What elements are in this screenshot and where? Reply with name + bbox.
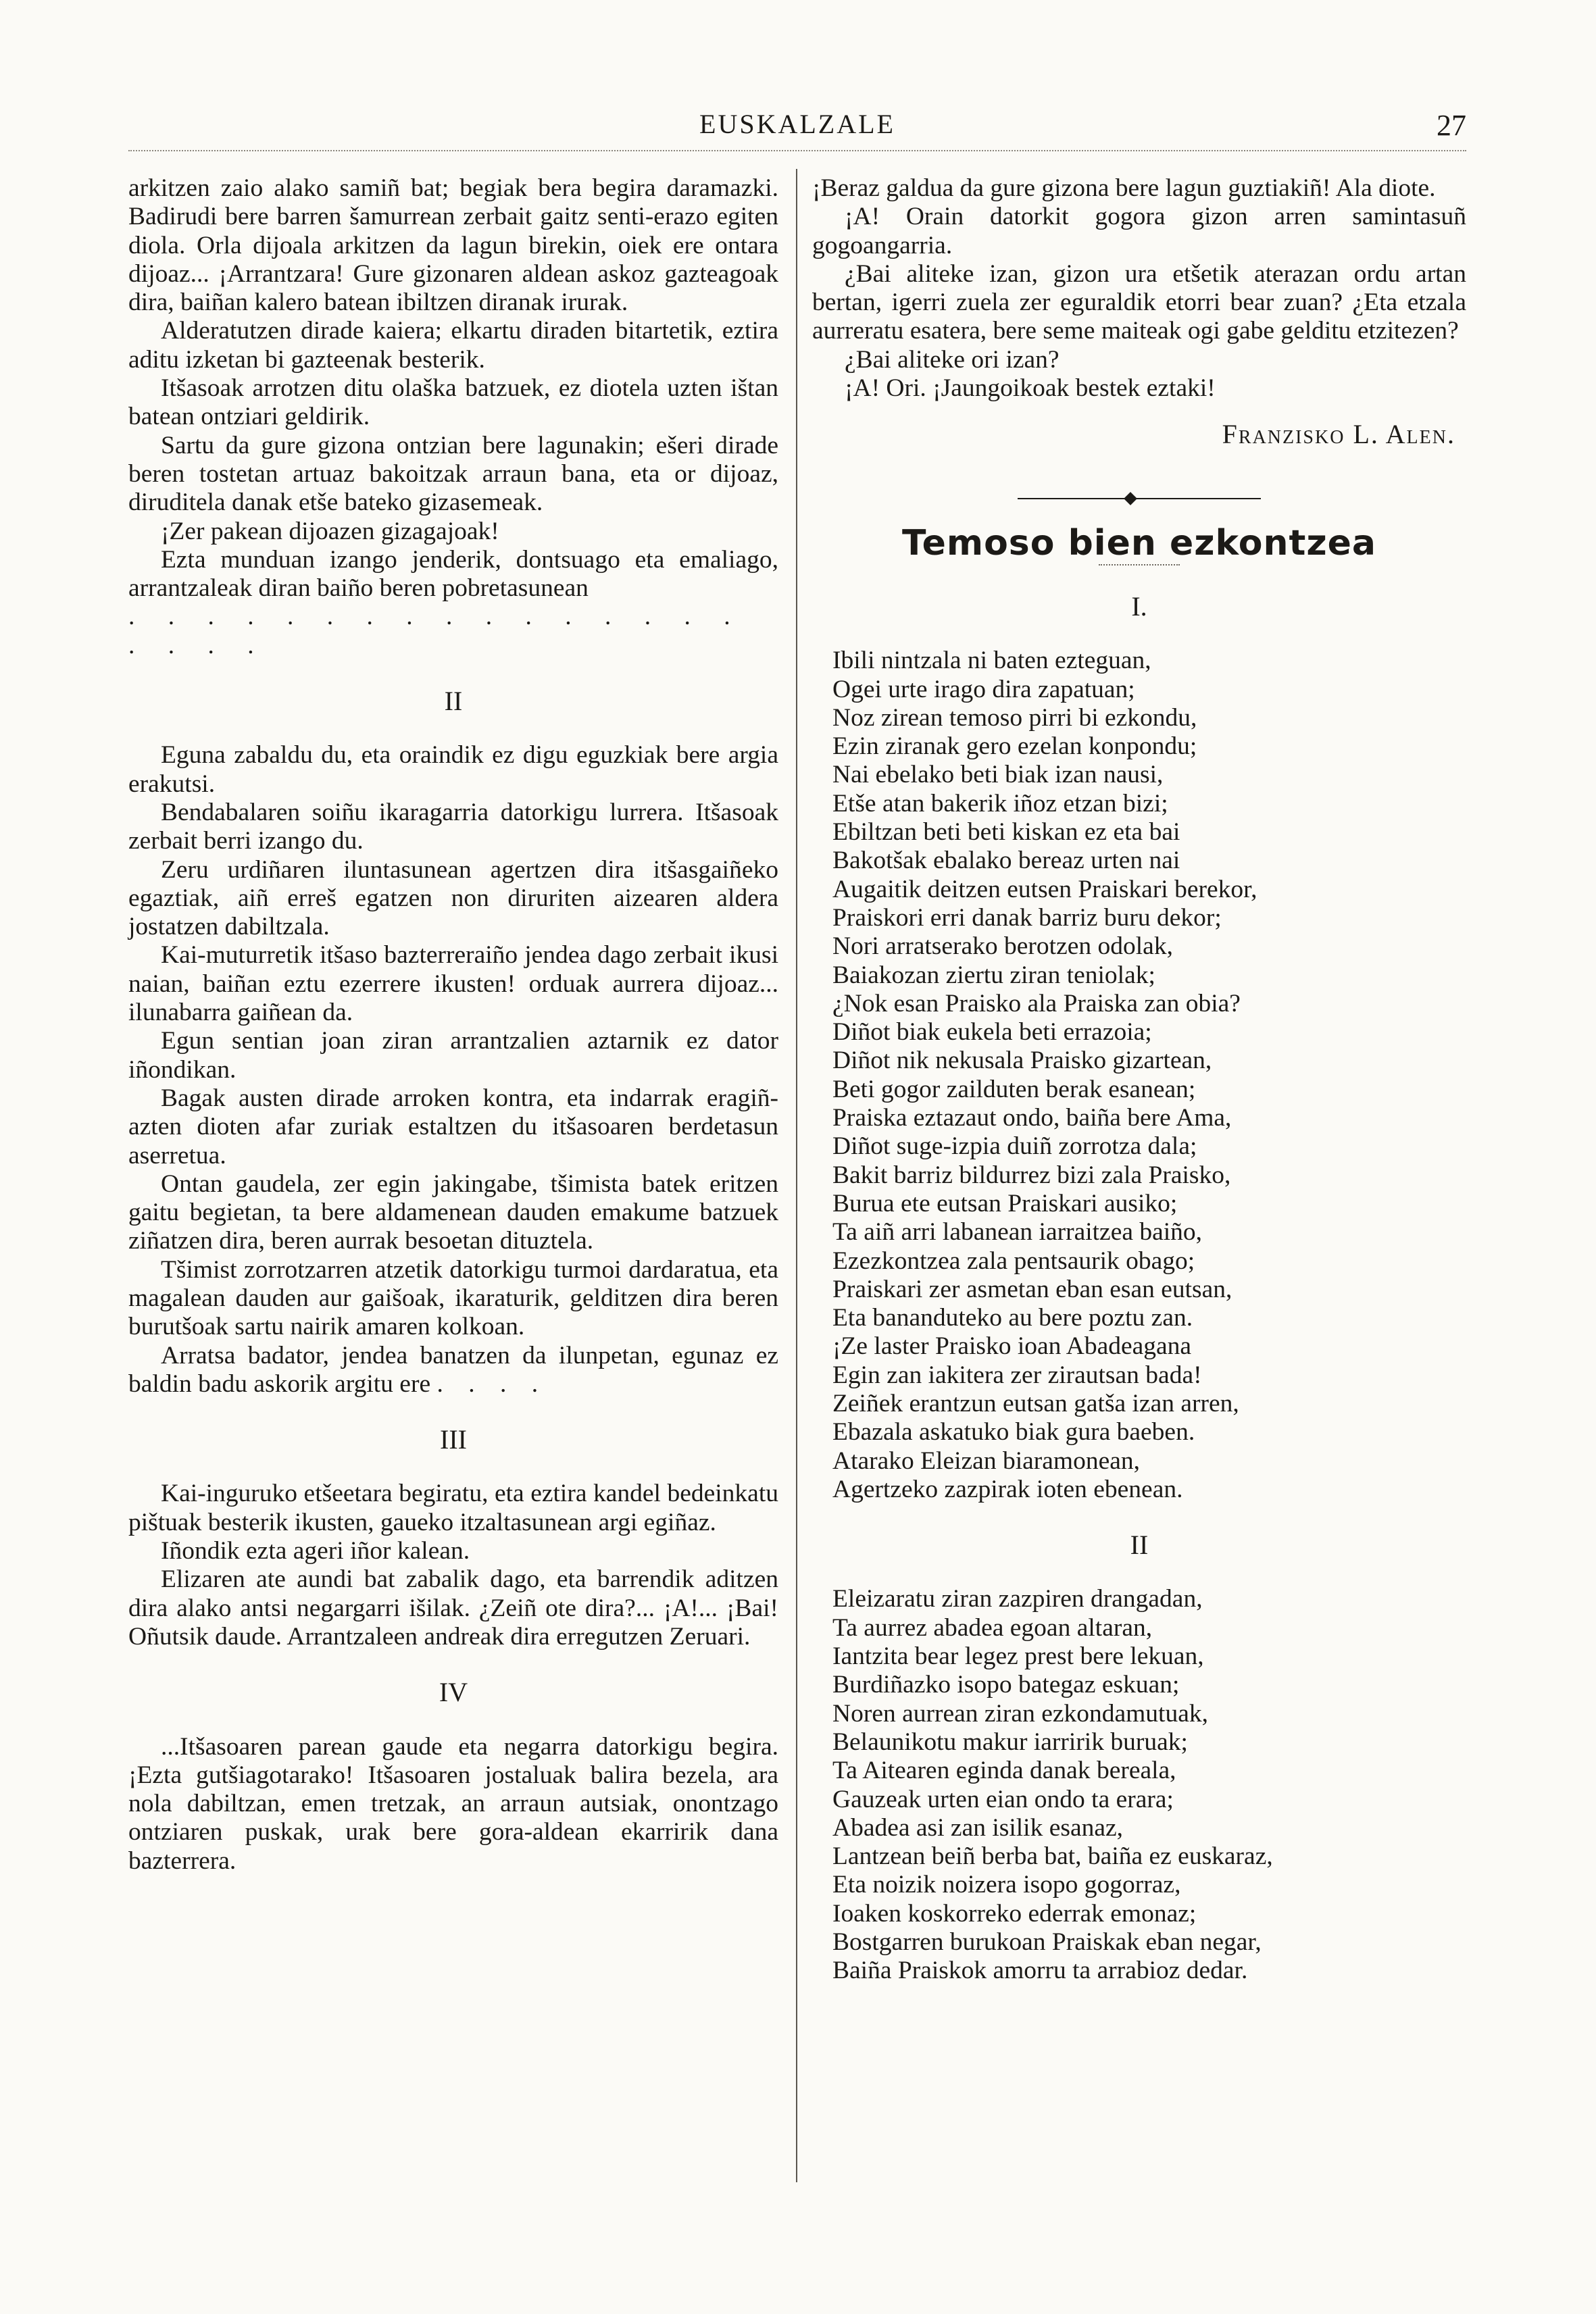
paragraph: ¿Bai aliteke izan, gizon ura etšetik aterazan ordu artan bertan, igerri zuela zer eguraldik etorri bear zuan? ¿Eta etzala aurreratu esatera, bere seme maiteak ogi gabe gelditu etzitezen? [812,259,1466,345]
poem-line: Ta aurrez abadea egoan altaran, [832,1613,1153,1642]
paragraph: ¡Zer pakean dijoazen gizagajoak! [161,517,499,545]
poem-line: Ogei urte irago dira zapatuan; [832,675,1135,703]
paragraph: Sartu da gure gizona ontzian bere lagunakin; ešeri dirade beren tostetan artuaz bakoitzak arraun bana, eta or dijoaz, diruditela danak etše bateko gizasemeak. [128,431,778,517]
paragraph [128,1342,778,1399]
poem-line: Nai ebelako beti biak izan nausi, [832,761,1164,789]
paragraph-text: Arratsa badator, jendea banatzen da ilunpetan, egunaz ez baldin badu askorik argitu ere [128,1341,778,1398]
paragraph: ¿Bai aliteke ori izan? [845,345,1059,374]
paragraph: ¡A! Ori. ¡Jaungoikoak bestek eztaki! [845,374,1216,403]
poem-line: Atarako Eleizan biaramonean, [832,1447,1140,1475]
title-rule [1099,564,1180,565]
poem-title: Temoso bien ezkontzea [902,522,1376,563]
paragraph: Elizaren ate aundi bat zabalik dago, eta barrendik aditzen dira alako antsi negargarri išilak. ¿Zeiñ ote dira?... ¡A!... ¡Bai! Oñutsik daude. Arrantzaleen andreak dira erregutzen Zeruari. [128,1565,778,1651]
poem-line: Noren aurrean ziran ezkondamutuak, [832,1699,1208,1728]
trailing-dots: . . . . [437,1369,548,1398]
poem-line: Diñot biak eukela beti errazoia; [832,1018,1152,1047]
poem-line: Agertzeko zazpirak ioten ebenean. [832,1475,1183,1503]
section-number-II: II [444,686,463,717]
poem-line: Praiskari zer asmetan eban esan eutsan, [832,1275,1232,1303]
page-number: 27 [1437,109,1466,142]
paragraph: Iñondik ezta ageri iñor kalean. [161,1537,470,1565]
poem-line: Ioaken koskorreko ederrak emonaz; [832,1899,1197,1928]
poem-line: Bakotšak ebalako bereaz urten nai [832,847,1180,875]
poem-line: Bakit barriz bildurrez bizi zala Praisko, [832,1161,1231,1189]
poem-line: Baiakozan ziertu ziran teniolak; [832,961,1155,989]
paragraph: Ontan gaudela, zer egin jakingabe, tšimista batek eritzen gaitu begietan, ta bere aldamenean dauden emakume batzuek ziñatzen dira, beren aurrak besoetan dituztela. [128,1169,778,1255]
ornament-line [1018,498,1261,499]
poem-line: Ta aiñ arri labanean iarraitzea baiño, [832,1218,1203,1247]
section-number-IV: IV [439,1677,468,1708]
poem-line: Diñot nik nekusala Praisko gizartean, [832,1047,1212,1075]
poem-line: Abadea asi zan isilik esanaz, [832,1813,1124,1842]
poem-line: Eta noizik noizera isopo gogorraz, [832,1871,1181,1899]
poem-line: Beti gogor zailduten berak esanean; [832,1075,1196,1103]
poem-line: Ebazala askatuko biak gura baeben. [832,1418,1195,1447]
poem-line: Augaitik deitzen eutsen Praiskari berekor, [832,875,1257,903]
poem-line: ¿Nok esan Praisko ala Praiska zan obia? [832,989,1241,1017]
paragraph: Kai-muturretik itšaso bazterreraiño jendea dago zerbait ikusi naian, baiñan eztu ezerrere ikusten! orduak aurrera dijoaz... ilunabarra gaiñean da. [128,941,778,1027]
left-column [128,174,778,1876]
page-header [128,108,1466,149]
poem-line: Bostgarren burukoan Praiskak eban negar, [832,1928,1262,1957]
poem-line: Lantzean beiñ berba bat, baiña ez euskaraz, [832,1842,1273,1871]
poem-stanza-I [812,647,1466,1504]
poem-line: Burua ete eutsan Praiskari ausiko; [832,1189,1178,1217]
paragraph: Zeru urdiñaren iluntasunean agertzen dira itšasgaiñeko egaztiak, aiñ erreš egatzen non diruriten aizearen aldera jostatzen dabiltzala. [128,855,778,941]
poem-line: Gauzeak urten eian ondo ta erara; [832,1785,1174,1813]
poem-part-number-I: I. [1131,590,1147,622]
poem-line: Diñot suge-izpia duiñ zorrotza dala; [832,1132,1197,1161]
paragraph: ...Itšasoaren parean gaude eta negarra datorkigu begira. ¡Ezta gutšiagotarako! Itšasoaren jostaluak balira bezela, ara nola dabiltzan, emen tretzak, an arraun autsiak, onontzago ontziaren puskak, urak bere gora-aldean ekarririk dana bazterrera. [128,1732,778,1875]
poem-line: Noz zirean temoso pirri bi ezkondu, [832,703,1197,732]
section-number-III: III [440,1424,467,1455]
poem-line: Baiña Praiskok amorru ta arrabioz dedar. [832,1957,1248,1985]
right-column [812,174,1466,1986]
paragraph: Kai-inguruko etšeetara begiratu, eta eztira kandel bedeinkatu pištuak besterik ikusten, gaueko itzaltasunean argi egiñaz. [128,1480,778,1536]
paragraph: ¡A! Orain datorkit gogora gizon arren samintasuñ gogoangarria. [812,203,1466,259]
running-title: EUSKALZALE [699,109,895,139]
paragraph: Bagak austen dirade arroken kontra, eta indarrak eragiñ-azten dioten afar zuriak estaltzen du itšasoaren berdetasun aserretua. [128,1084,778,1169]
poem-line: Iantzita bear legez prest bere lekuan, [832,1642,1204,1671]
author-signature: Franzisko L. Alen. [1222,419,1455,450]
paragraph: Eguna zabaldu du, eta oraindik ez digu eguzkiak bere argia erakutsi. [128,741,778,798]
paragraph: Ezta munduan izango jenderik, dontsuago eta emaliago, arrantzaleak diran baiño beren pobretasunean [128,545,778,603]
poem-line: Praiskori erri danak barriz buru dekor; [832,903,1222,932]
poem-line: Ta Aitearen eginda danak bereala, [832,1757,1176,1785]
poem-line: Eleizaratu ziran zazpiren drangadan, [832,1585,1203,1613]
poem-line: Etše atan bakerik iñoz etzan bizi; [832,789,1168,818]
poem-line: ¡Ze laster Praisko ioan Abadeagana [832,1332,1192,1361]
poem-stanza-II [812,1585,1466,1985]
paragraph: Tšimist zorrotzarren atzetik datorkigu turmoi dardaratua, eta magalean dauden aur gaišoak, ikaraturik, gelditzen dira beren burutšoak sartu nairik amaren kolkoan. [128,1255,778,1341]
paragraph: Alderatutzen dirade kaiera; elkartu diraden bitartetik, eztira aditu izketan bi gazteenak besterik. [128,317,778,374]
poem-line: Ezin ziranak gero ezelan konpondu; [832,732,1197,761]
paragraph: Egun sentian joan ziran arrantzalien aztarnik ez dator iñondikan. [128,1027,778,1084]
ornament-divider [1018,494,1261,503]
poem-line: Burdiñazko isopo bategaz eskuan; [832,1671,1180,1699]
poem-line: Belaunikotu makur iarririk buruak; [832,1728,1188,1756]
header-rule [128,150,1466,151]
poem-part-number-II: II [1130,1530,1149,1561]
poem-line: Zeiñek erantzun eutsan gatša izan arren, [832,1389,1239,1417]
ellipsis-row: . . . . . . . . . . . . . . . . . . . . [128,603,744,659]
poem-line: Praiska eztazaut ondo, baiña bere Ama, [832,1104,1232,1132]
poem-line: Egin zan iakitera zer zirautsan bada! [832,1361,1202,1389]
poem-line: Ezezkontzea zala pentsaurik obago; [832,1247,1195,1275]
poem-line: Eta banandutеko au bere poztu zan. [832,1304,1193,1332]
paragraph: ¡Beraz galdua da gure gizona bere lagun guztiakiñ! Ala diote. [812,174,1436,202]
column-divider [796,169,797,2182]
paragraph: Bendabalaren soiñu ikaragarria datorkigu lurrera. Itšasoak zerbait berri izango du. [128,798,778,855]
paragraph: Itšasoak arrotzen ditu olaška batzuek, ez diotela uzten ištan batean ontziari geldirik. [128,374,778,431]
poem-line: Ebiltzan beti beti kiskan ez eta bai [832,818,1180,847]
poem-line: Nori arratserako berotzen odolak, [832,932,1173,961]
paragraph: arkitzen zaio alako samiñ bat; begiak bera begira daramazki. Badirudi bere barren šamurrean zerbait gaitz senti-erazo egiten diola. Orla dijoala arkitzen da lagun birekin, oiek ere ontara dijoaz... ¡Arrantzara! Gure gizonaren aldean askoz gazteagoak dira, baiñan kalero batean ibiltzen diranak irurak. [128,174,778,317]
poem-line: Ibili nintzala ni baten ezteguan, [832,647,1151,675]
diamond-icon [1124,492,1137,505]
